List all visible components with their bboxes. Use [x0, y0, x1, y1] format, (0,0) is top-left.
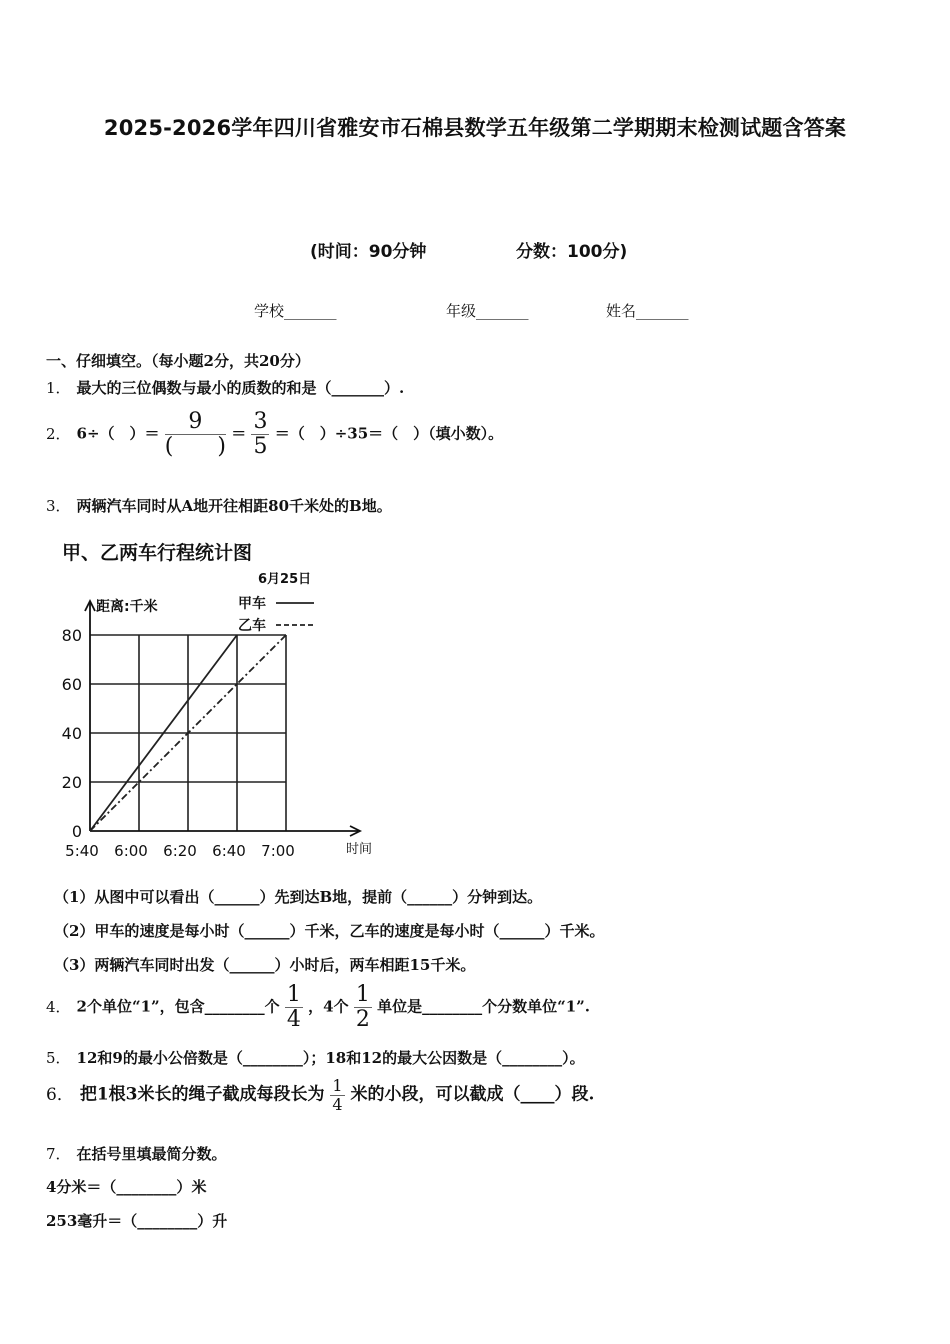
legend-label: 乙车	[238, 618, 266, 634]
grade-field: 年级_______	[446, 302, 529, 320]
y-tick-label: 40	[61, 724, 82, 743]
chart-title: 甲、乙两车行程统计图	[62, 542, 253, 564]
x-tick-label: 6:20	[163, 842, 197, 860]
x-axis-label: 时间	[346, 842, 373, 857]
chart-date: 6月25日	[258, 572, 312, 587]
question-3	[46, 495, 392, 516]
question-5	[46, 1047, 585, 1068]
x-tick-label: 5:40	[65, 842, 99, 860]
page-title: 2025-2026学年四川省雅安市石棉县数学五年级第二学期期末检测试题含答案	[103, 116, 847, 140]
question-number: 1．	[46, 379, 71, 397]
question-7-line-1: 4分米＝（________）米	[46, 1178, 207, 1196]
question-3-part-1: （1）从图中可以看出（______）先到达B地，提前（______）分钟到达。	[54, 888, 543, 906]
question-number: 6．	[46, 1084, 74, 1105]
question-text: 最大的三位偶数与最小的质数的和是（_______）.	[76, 379, 405, 397]
fraction-3-5: $\frac{3}{5}$	[253, 409, 268, 460]
exam-time: (时间：90分钟	[310, 242, 427, 262]
question-number: 4．	[46, 997, 71, 1016]
school-field: 学校_______	[254, 302, 337, 320]
question-number: 3．	[46, 497, 71, 515]
x-tick-label: 6:00	[114, 842, 148, 860]
legend-label: 甲车	[238, 596, 266, 612]
y-tick-label: 80	[61, 626, 82, 645]
fraction-9-blank: $\frac{9}{( )}$	[164, 409, 226, 460]
question-3-part-2: （2）甲车的速度是每小时（______）千米，乙车的速度是每小时（______）千米。	[54, 922, 605, 940]
y-axis-label: 距离:千米	[96, 599, 158, 615]
question-text: 12和9的最小公倍数是（________）；18和12的最大公因数是（________）。	[76, 1049, 585, 1067]
section-heading: 一、仔细填空。（每小题2分，共20分）	[46, 352, 310, 370]
question-text: 在括号里填最简分数。	[76, 1145, 227, 1163]
y-tick-label: 0	[71, 822, 82, 841]
question-1	[46, 377, 404, 398]
question-text: 6÷（ ）＝	[76, 424, 160, 443]
y-tick-label: 60	[61, 675, 82, 694]
fraction-1-4: $\frac{1}{4}$	[332, 1076, 343, 1114]
question-number: 2．	[46, 424, 71, 443]
question-7	[46, 1143, 227, 1164]
question-number: 5．	[46, 1049, 71, 1067]
x-tick-label: 7:00	[261, 842, 295, 860]
y-tick-label: 20	[61, 773, 82, 792]
question-4: 4． 2个单位“1”，包含________个 $\frac{1}{4}$ ，4个 $\frac{1}{2}$ 单位是________个分数单位“1”.	[46, 982, 590, 1033]
travel-chart	[40, 565, 380, 865]
question-7-line-2: 253毫升＝（________）升	[46, 1212, 228, 1230]
exam-score: 分数：100分)	[516, 242, 628, 262]
question-2: 2． 6÷（ ）＝ $\frac{9}{( )}$ ＝ $\frac{3}{5}$ ＝（ ）÷35＝（ ）（填小数）。	[46, 409, 504, 460]
question-text: 两辆汽车同时从A地开往相距80千米处的B地。	[76, 497, 392, 515]
question-6: 6． 把1根3米长的绳子截成每段长为 $\frac{1}{4}$ 米的小段，可以截成（____）段.	[46, 1076, 595, 1114]
fraction-1-4: $\frac{1}{4}$	[286, 982, 301, 1033]
name-field: 姓名_______	[606, 302, 689, 320]
question-number: 7．	[46, 1145, 71, 1163]
x-tick-label: 6:40	[212, 842, 246, 860]
fraction-1-2: $\frac{1}{2}$	[355, 982, 370, 1033]
question-3-part-3: （3）两辆汽车同时出发（______）小时后，两车相距15千米。	[54, 956, 476, 974]
